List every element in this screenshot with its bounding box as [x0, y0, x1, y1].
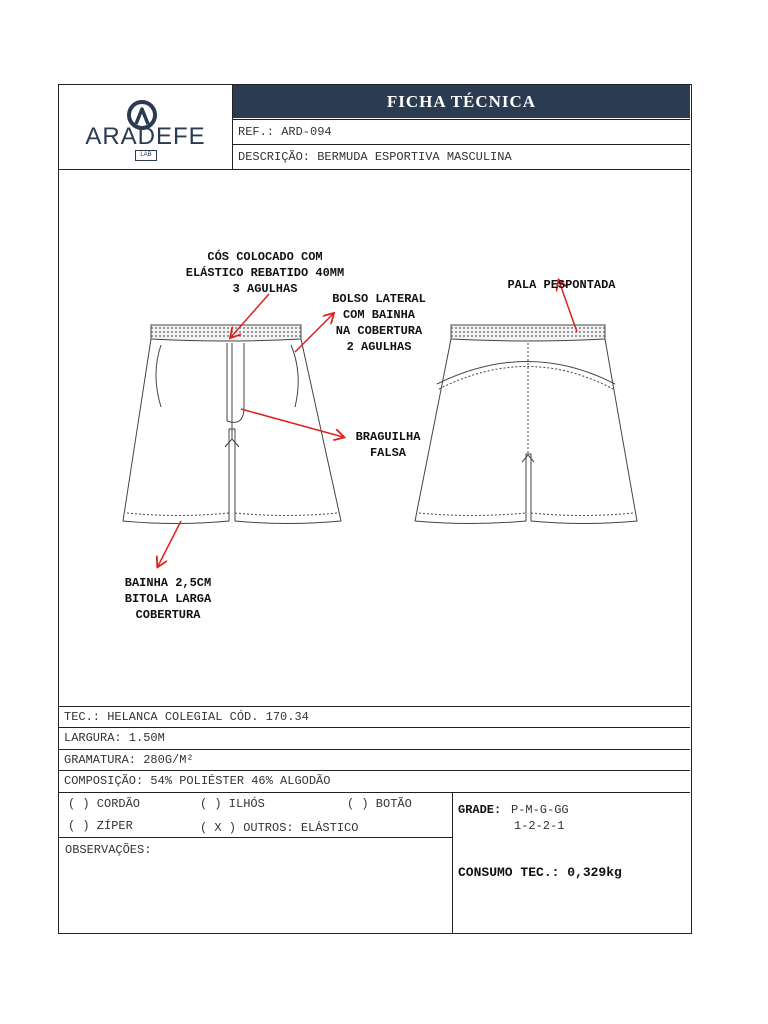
- checkbox-cordao[interactable]: ( ) CORDÃO: [68, 797, 141, 811]
- note-braguilha: BRAGUILHA FALSA: [355, 430, 421, 460]
- brand-logo: [59, 85, 233, 169]
- checkbox-ilhos[interactable]: ( ) ILHÓS: [200, 797, 265, 811]
- checkbox-botao[interactable]: ( ) BOTÃO: [347, 797, 412, 811]
- grade-label: GRADE:: [458, 803, 502, 817]
- back-view: [415, 325, 637, 524]
- sheet-header: [59, 85, 690, 170]
- note-pala: PALA PESPONTADA: [507, 278, 616, 292]
- arrow-braguilha: [241, 409, 343, 437]
- fabric-field: TEC.: HELANCA COLEGIAL CÓD. 170.34: [59, 706, 690, 727]
- note-bolso: BOLSO LATERAL COM BAINHA NA COBERTURA 2 AGULHAS: [332, 292, 426, 354]
- composition-field: COMPOSIÇÃO: 54% POLIÉSTER 46% ALGODÃO: [59, 770, 690, 791]
- spec-sheet: [58, 84, 692, 934]
- divider: [59, 837, 452, 838]
- arrow-bainha: [158, 521, 181, 566]
- weight-field: GRAMATURA: 280G/M²: [59, 749, 690, 770]
- grade-sizes: P-M-G-GG: [511, 803, 569, 817]
- trims-section: [59, 792, 690, 934]
- technical-drawing: [59, 169, 690, 706]
- ref-field: REF.: ARD-094: [233, 119, 690, 144]
- front-view: [123, 325, 341, 524]
- checkbox-outros[interactable]: ( X ) OUTROS: ELÁSTICO: [200, 821, 359, 835]
- note-cos: CÓS COLOCADO COM ELÁSTICO REBATIDO 40MM 3 AGULHAS: [185, 250, 345, 296]
- fabric-consumption: CONSUMO TEC.: 0,329kg: [458, 865, 622, 880]
- note-bainha: BAINHA 2,5CM BITOLA LARGA COBERTURA: [124, 576, 212, 622]
- description-field: DESCRIÇÃO: BERMUDA ESPORTIVA MASCULINA: [233, 144, 690, 169]
- brand-sub: LAB: [135, 150, 157, 161]
- checkbox-ziper[interactable]: ( ) ZÍPER: [68, 819, 133, 833]
- brand-name: ARADEFE: [85, 123, 206, 150]
- page-title: FICHA TÉCNICA: [233, 85, 690, 118]
- width-field: LARGURA: 1.50M: [59, 727, 690, 748]
- grade-ratio: 1-2-2-1: [514, 819, 565, 833]
- observations-label: OBSERVAÇÕES:: [65, 843, 152, 857]
- trims-box: [59, 793, 453, 934]
